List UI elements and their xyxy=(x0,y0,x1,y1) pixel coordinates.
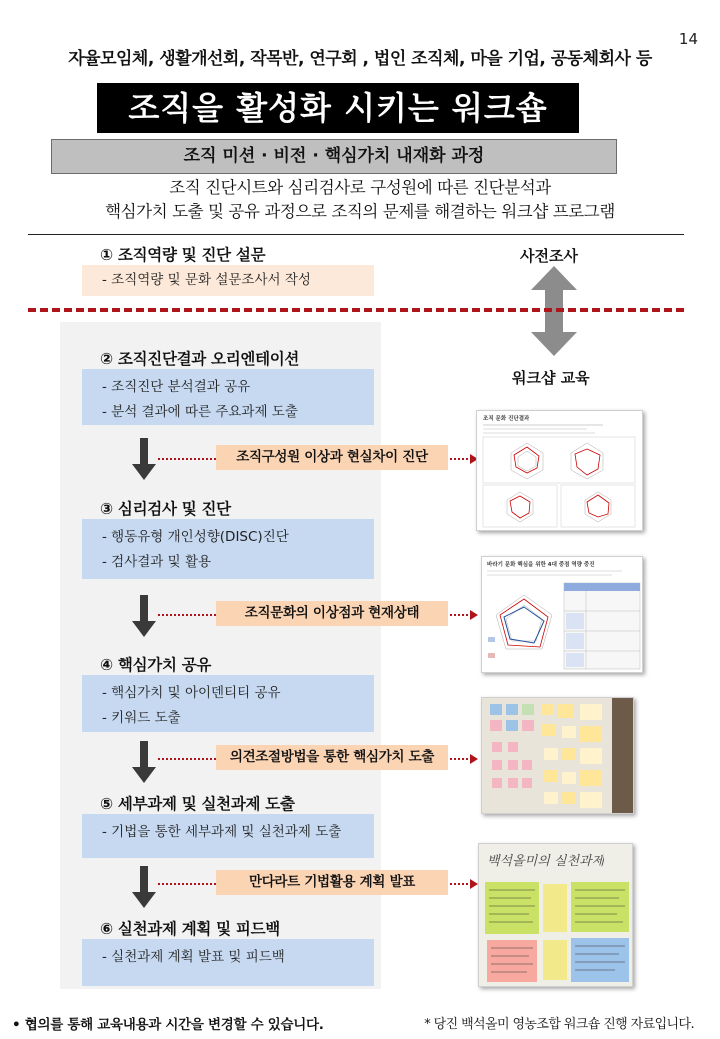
callout-4-arrowhead-icon xyxy=(470,879,478,889)
step-6-box xyxy=(82,939,374,986)
step-6-title: ⑥ 실천과제 계획 및 피드백 xyxy=(100,920,280,938)
step-1-box xyxy=(82,265,374,296)
callout-1-pointer xyxy=(450,458,472,460)
thumbnail-2-caption: 바라기 문화 핵심을 위한 4대 중점 역량 중진 xyxy=(487,562,595,568)
step-5-item-1: - 기법을 통한 세부과제 및 실천과제 도출 xyxy=(102,824,342,840)
step-4-title: ④ 핵심가치 공유 xyxy=(100,656,212,674)
callout-4-connector xyxy=(158,883,216,885)
callout-3-arrowhead-icon xyxy=(470,754,478,764)
step-5-box xyxy=(82,814,374,858)
step-1-title: ① 조직역량 및 진단 설문 xyxy=(100,246,266,264)
step-2-item-1: - 조직진단 분석결과 공유 xyxy=(102,379,251,395)
thumbnail-4-caption: 백석올미의 실천과제 xyxy=(487,854,605,869)
step-3-box xyxy=(82,519,374,579)
callout-1-connector xyxy=(158,458,216,460)
page-title: 조직을 활성화 시키는 워크숍 xyxy=(97,83,579,133)
core-competency-thumbnail xyxy=(481,556,643,673)
callout-2-pointer xyxy=(450,614,472,616)
callout-3-pointer xyxy=(450,758,472,760)
action-plan-graphic xyxy=(479,844,633,987)
intro-line-2: 핵심가치 도출 및 공유 과정으로 조직의 문제를 해결하는 워크샵 프로그램 xyxy=(105,202,615,221)
down-arrow-icon xyxy=(132,741,156,783)
top-divider xyxy=(28,234,684,235)
down-arrow-icon xyxy=(132,438,156,480)
step-3-item-2: - 검사결과 및 활용 xyxy=(102,554,212,570)
step-2-item-2: - 분석 결과에 따른 주요과제 도출 xyxy=(102,404,298,420)
down-arrow-icon xyxy=(132,866,156,908)
page-number: 14 xyxy=(678,30,698,48)
competency-chart-graphic xyxy=(482,557,643,673)
callout-2: 조직문화의 이상점과 현재상태 xyxy=(216,601,448,626)
intro-text xyxy=(0,176,720,224)
sticky-notes-photo xyxy=(481,697,634,814)
callout-1: 조직구성원 이상과 현실차이 진단 xyxy=(216,445,448,470)
radar-charts-graphic xyxy=(477,411,643,531)
thumbnail-1-caption: 조직 문화 진단결과 xyxy=(483,416,530,422)
callout-2-arrowhead-icon xyxy=(470,610,478,620)
step-4-box xyxy=(82,675,374,732)
callout-4-pointer xyxy=(450,883,472,885)
down-arrow-icon xyxy=(132,595,156,637)
step-3-title: ③ 심리검사 및 진단 xyxy=(100,500,231,518)
intro-line-1: 조직 진단시트와 심리검사로 구성원에 따른 진단분석과 xyxy=(169,178,551,197)
sticky-notes-graphic xyxy=(482,698,634,814)
diagnosis-results-thumbnail xyxy=(476,410,643,531)
action-plan-photo xyxy=(478,843,633,987)
step-5-title: ⑤ 세부과제 및 실천과제 도출 xyxy=(100,795,295,813)
step-1-item: - 조직역량 및 문화 설문조사서 작성 xyxy=(102,272,311,288)
step-4-item-2: - 키워드 도출 xyxy=(102,710,181,726)
callout-3-connector xyxy=(158,758,216,760)
step-4-item-1: - 핵심가치 및 아이덴티티 공유 xyxy=(102,685,281,701)
footer-note: • 협의를 통해 교육내용과 시간을 변경할 수 있습니다. xyxy=(12,1017,324,1033)
process-banner: 조직 미션 · 비전 · 핵심가치 내재화 과정 xyxy=(51,139,617,174)
step-2-box xyxy=(82,369,374,425)
callout-2-connector xyxy=(158,614,216,616)
step-6-item-1: - 실천과제 계획 발표 및 피드백 xyxy=(102,949,285,965)
education-label: 워크샵 교육 xyxy=(512,369,590,387)
dashed-divider xyxy=(28,308,684,312)
step-2-title: ② 조직진단결과 오리엔테이션 xyxy=(100,350,300,368)
pre-survey-label: 사전조사 xyxy=(520,247,578,265)
footer-source: * 당진 백석올미 영농조합 워크숍 진행 자료입니다. xyxy=(424,1017,694,1032)
callout-4: 만다라트 기법활용 계획 발표 xyxy=(216,870,448,895)
subtitle: 자율모임체, 생활개선회, 작목반, 연구회 , 법인 조직체, 마을 기업, 공동체회사 등 xyxy=(68,49,652,69)
callout-3: 의견조절방법을 통한 핵심가치 도출 xyxy=(216,745,448,770)
step-3-item-1: - 행동유형 개인성향(DISC)진단 xyxy=(102,529,289,545)
